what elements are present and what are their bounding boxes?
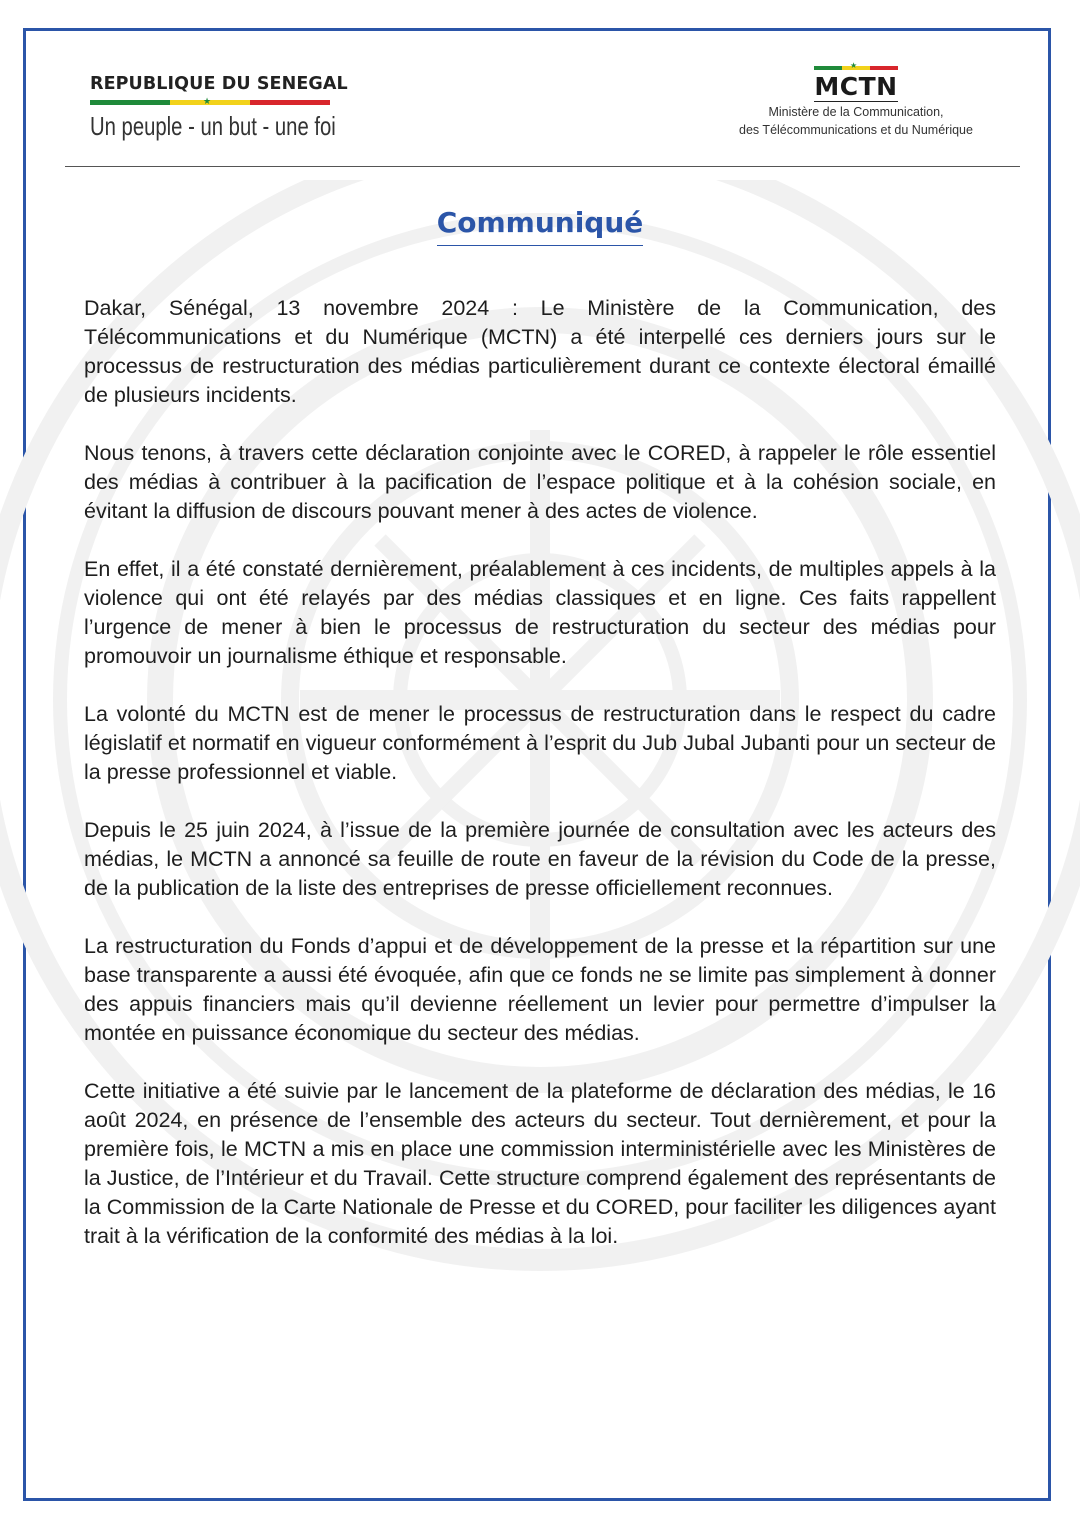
paragraph-5: Depuis le 25 juin 2024, à l’issue de la première journée de consultation avec les acteurs des médias, le MCTN a annoncé sa feuille de route en faveur de la révision du Code de la presse, de la publication de la liste des entreprises de presse officiellement reconnues. bbox=[84, 818, 996, 900]
paragraph-6: La restructuration du Fonds d’appui et de développement de la presse et la répartition sur une base transparente a aussi été évoquée, afin que ce fonds ne se limite pas simplement à donner des appuis financiers mais qu’il devienne réellement un levier pour permettre d’impulser la montée en puissance économique du secteur des médias. bbox=[84, 934, 996, 1045]
ministry-acronym-underline bbox=[814, 101, 898, 102]
ministry-name-line2: des Télécommunications et du Numérique bbox=[739, 123, 973, 137]
ministry-name-line1: Ministère de la Communication, bbox=[768, 105, 944, 119]
document-title: Communiqué bbox=[437, 206, 644, 246]
country-name: REPUBLIQUE DU SENEGAL bbox=[90, 74, 348, 94]
senegal-flag-bar bbox=[90, 97, 330, 107]
ministry-acronym: MCTN bbox=[814, 72, 898, 101]
flag-star-icon: ★ bbox=[203, 97, 212, 107]
national-motto: Un peuple - un but - une foi bbox=[90, 111, 336, 141]
communique-body bbox=[84, 294, 996, 1280]
header-divider bbox=[65, 166, 1020, 167]
paragraph-3: En effet, il a été constaté dernièrement, préalablement à ces incidents, de multiples appels à la violence qui ont été relayés par des médias classiques et en ligne. Ces faits rappellent l’urgence de mener à bien le processus de restructuration du secteur des médias pour promouvoir un journalisme éthique et responsable. bbox=[84, 557, 996, 668]
ministry-star-icon: ★ bbox=[850, 61, 858, 70]
paragraph-4: La volonté du MCTN est de mener le processus de restructuration dans le respect du cadre législatif et normatif en vigueur conformément à l’esprit du Jub Jubal Jubanti pour un secteur de la presse professionnel et viable. bbox=[84, 702, 996, 784]
paragraph-7: Cette initiative a été suivie par le lancement de la plateforme de déclaration des médias, le 16 août 2024, en présence de l’ensemble des acteurs du secteur. Tout dernièrement, et pour la première fois, le MCTN a mis en place une commission interministérielle avec les Ministères de la Justice, de l’Intérieur et du Travail. Cette structure comprend également des représentants de la Commission de la Carte Nationale de Presse et du CORED, pour faciliter les diligences ayant trait à la vérification de la conformité des médias à la loi. bbox=[84, 1079, 996, 1248]
paragraph-2: Nous tenons, à travers cette déclaration conjointe avec le CORED, à rappeler le rôle essentiel des médias à contribuer à la pacification de l’espace politique et à la cohésion sociale, en évitant la diffusion de discours pouvant mener à des actes de violence. bbox=[84, 441, 996, 523]
title-container bbox=[0, 206, 1080, 246]
paragraph-1: Dakar, Sénégal, 13 novembre 2024 : Le Ministère de la Communication, des Télécommunications et du Numérique (MCTN) a été interpellé ces derniers jours sur le processus de restructuration des médias particulièrement durant ce contexte électoral émaillé de plusieurs incidents. bbox=[84, 296, 996, 407]
republic-header bbox=[90, 74, 348, 142]
ministry-flag-bar bbox=[814, 61, 898, 70]
ministry-logo bbox=[706, 61, 1006, 138]
